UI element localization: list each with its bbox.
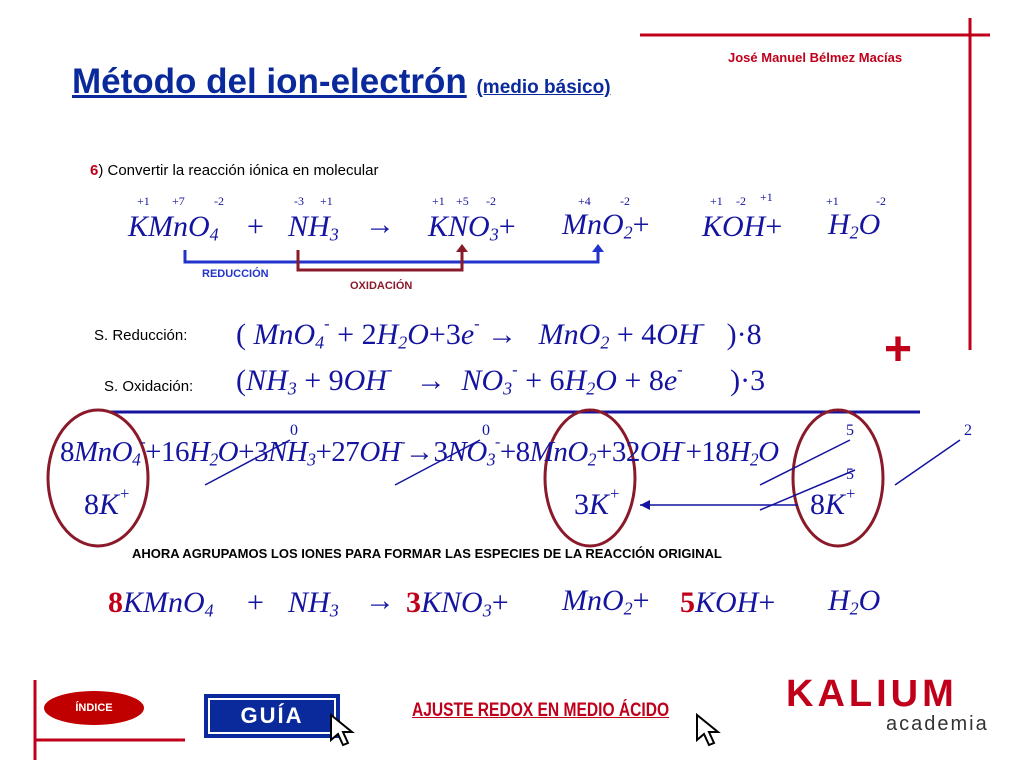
k-ion-3 bbox=[810, 484, 857, 522]
sub: 3 bbox=[482, 600, 492, 621]
sup: + bbox=[845, 484, 857, 504]
species-text: KOH bbox=[702, 210, 766, 243]
ox-num-10: -2 bbox=[620, 194, 630, 208]
page-title bbox=[72, 62, 611, 102]
term: K bbox=[589, 488, 610, 521]
ox-num-3: -2 bbox=[214, 194, 224, 208]
ox-num-5: +1 bbox=[320, 194, 333, 208]
species-koh bbox=[702, 210, 782, 244]
ox-num-2: +7 bbox=[172, 194, 185, 208]
coef: 8 bbox=[810, 488, 825, 521]
term: NH bbox=[288, 586, 330, 619]
sup: - bbox=[140, 433, 146, 451]
coef: +27 bbox=[315, 436, 360, 468]
sub: 3 bbox=[489, 224, 499, 245]
coef: 8 bbox=[84, 488, 99, 521]
sup: - bbox=[677, 360, 683, 380]
term: H bbox=[828, 584, 850, 617]
ox-num-13: +1 bbox=[760, 190, 773, 204]
step-heading bbox=[90, 162, 378, 179]
semi-oxidacion-label: S. Oxidación: bbox=[104, 378, 194, 395]
sum-plus-sign: + bbox=[884, 323, 913, 376]
global-ox-2: 2 bbox=[964, 422, 972, 439]
term: K bbox=[825, 488, 846, 521]
sub: 4 bbox=[132, 449, 141, 470]
equation-ionic bbox=[128, 210, 219, 244]
ox-num-11: +1 bbox=[710, 194, 723, 208]
plus: + bbox=[491, 586, 509, 619]
sup: - bbox=[680, 433, 686, 451]
term: MnO bbox=[562, 584, 624, 617]
title-subtitle: (medio básico) bbox=[476, 77, 611, 98]
species-text: NH bbox=[288, 210, 330, 243]
coef: +32 bbox=[596, 436, 640, 468]
coef: 3 bbox=[433, 436, 448, 468]
term: KNO bbox=[421, 586, 483, 619]
term: H bbox=[729, 436, 750, 468]
coef: 8 bbox=[60, 436, 74, 468]
sub: 2 bbox=[623, 598, 633, 619]
term: O bbox=[595, 364, 617, 397]
coef: +3 bbox=[428, 318, 461, 351]
arrow: → bbox=[405, 436, 434, 468]
term: OH bbox=[359, 436, 401, 468]
coef: + 9 bbox=[304, 364, 344, 397]
sub: 2 bbox=[398, 332, 408, 353]
plus-1: + bbox=[247, 210, 264, 243]
indice-button[interactable]: ÍNDICE bbox=[44, 691, 144, 725]
term: MnO bbox=[538, 318, 601, 351]
guia-button[interactable]: GUÍA bbox=[204, 694, 340, 738]
term: MnO bbox=[253, 318, 316, 351]
plus: + bbox=[632, 584, 650, 617]
k-ion-2 bbox=[574, 484, 621, 522]
sup: - bbox=[386, 360, 393, 380]
author-name: José Manuel Bélmez Macías bbox=[728, 50, 903, 65]
paren: ( bbox=[236, 318, 246, 351]
species-text: O bbox=[858, 208, 881, 241]
final-kmno4 bbox=[108, 586, 214, 620]
coef-highlight: 5 bbox=[680, 586, 695, 619]
sub: 3 bbox=[329, 224, 339, 245]
step-text: ) Convertir la reacción iónica en molecular bbox=[98, 162, 379, 179]
term: NH bbox=[246, 364, 288, 397]
coef: +18 bbox=[685, 436, 730, 468]
arrow: → bbox=[487, 318, 518, 351]
term: K bbox=[99, 488, 120, 521]
global-ox-0a: 0 bbox=[290, 422, 298, 439]
term: NO bbox=[461, 364, 504, 397]
sup: - bbox=[324, 314, 330, 334]
label-reduccion: REDUCCIÓN bbox=[202, 268, 269, 280]
term: NH bbox=[267, 436, 308, 468]
final-arrow: → bbox=[365, 584, 395, 617]
term: H bbox=[564, 364, 587, 397]
final-nh3 bbox=[288, 586, 339, 620]
term: e bbox=[460, 318, 475, 351]
species-text: KNO bbox=[428, 210, 490, 243]
final-kno3 bbox=[406, 586, 509, 620]
term: O bbox=[858, 584, 881, 617]
term: MnO bbox=[529, 436, 588, 468]
sup: - bbox=[474, 314, 480, 334]
sub: 2 bbox=[749, 449, 759, 470]
term: OH bbox=[656, 318, 700, 351]
arrow-1: → bbox=[365, 208, 395, 241]
sub: 4 bbox=[204, 600, 214, 621]
sub: 2 bbox=[849, 222, 859, 243]
species-nh3 bbox=[288, 210, 339, 244]
coef-highlight: 8 bbox=[108, 586, 123, 619]
term: OH bbox=[639, 436, 681, 468]
species-h2o bbox=[828, 208, 880, 242]
cursor-hand-icon-2 bbox=[694, 712, 724, 748]
sub: 2 bbox=[600, 332, 610, 353]
final-koh bbox=[680, 586, 775, 620]
sup: + bbox=[119, 484, 131, 504]
term: OH bbox=[343, 364, 387, 397]
global-ox-5b: 5 bbox=[846, 466, 854, 483]
sub: 3 bbox=[287, 378, 297, 399]
ox-num-4: -3 bbox=[294, 194, 304, 208]
term: NO bbox=[447, 436, 487, 468]
sub: 3 bbox=[307, 449, 316, 470]
brand-name: KALIUM bbox=[786, 673, 958, 715]
ox-num-12: -2 bbox=[736, 194, 746, 208]
sub: 2 bbox=[209, 449, 218, 470]
sup: - bbox=[699, 314, 706, 334]
brand-sub: academia bbox=[886, 713, 989, 735]
label-oxidacion: OXIDACIÓN bbox=[350, 280, 413, 292]
k-ion-1 bbox=[84, 484, 131, 522]
ox-num-6: +1 bbox=[432, 194, 445, 208]
ox-num-14: +1 bbox=[826, 194, 839, 208]
sup: - bbox=[512, 360, 518, 380]
ox-num-9: +4 bbox=[578, 194, 591, 208]
sup: + bbox=[609, 484, 621, 504]
species-kmno4: KMnO bbox=[128, 210, 210, 243]
global-ox-0b: 0 bbox=[482, 422, 490, 439]
final-mno2 bbox=[562, 584, 650, 618]
term: O bbox=[217, 436, 239, 468]
global-equation bbox=[60, 433, 779, 470]
ox-num-1: +1 bbox=[137, 194, 150, 208]
species-text: MnO bbox=[562, 208, 624, 241]
species-mno2 bbox=[562, 208, 650, 242]
coef: + 6 bbox=[525, 364, 565, 397]
global-ox-5a: 5 bbox=[846, 422, 854, 439]
coef: 3 bbox=[574, 488, 589, 521]
ox-num-8: -2 bbox=[486, 194, 496, 208]
coef: + 4 bbox=[616, 318, 657, 351]
sub: 3 bbox=[486, 449, 496, 470]
multiplier: )·3 bbox=[730, 364, 766, 397]
coef-highlight: 3 bbox=[406, 586, 421, 619]
term: H bbox=[376, 318, 399, 351]
title-text: Método del ion-electrón bbox=[72, 62, 467, 101]
sub: 4 bbox=[315, 332, 325, 353]
ajuste-acido-link[interactable]: AJUSTE REDOX EN MEDIO ÁCIDO bbox=[412, 700, 670, 721]
term: MnO bbox=[74, 436, 133, 468]
plus: + bbox=[498, 210, 516, 243]
term: O bbox=[758, 436, 779, 468]
final-h2o bbox=[828, 584, 880, 618]
sub: 4 bbox=[209, 224, 219, 245]
sub: 3 bbox=[503, 378, 513, 399]
instruction-text: AHORA AGRUPAMOS LOS IONES PARA FORMAR LAS ESPECIES DE LA REACCIÓN ORIGINAL bbox=[132, 546, 722, 561]
term: O bbox=[407, 318, 429, 351]
sub: 2 bbox=[623, 222, 633, 243]
semi-oxidacion-equation bbox=[236, 360, 766, 399]
coef: +3 bbox=[238, 436, 268, 468]
step-number: 6 bbox=[90, 162, 99, 179]
sub: 3 bbox=[329, 600, 339, 621]
term: KMnO bbox=[123, 586, 205, 619]
semi-reduccion-label: S. Reducción: bbox=[94, 327, 188, 344]
coef: + 8 bbox=[624, 364, 664, 397]
plus: + bbox=[765, 210, 783, 243]
cursor-hand-icon bbox=[328, 712, 358, 748]
paren: ( bbox=[236, 364, 246, 397]
coef: +16 bbox=[145, 436, 189, 468]
plus: + bbox=[632, 208, 650, 241]
sup: - bbox=[400, 433, 406, 451]
term: KOH bbox=[695, 586, 759, 619]
semi-reduccion-equation bbox=[236, 314, 762, 353]
sub: 2 bbox=[587, 449, 596, 470]
kalium-logo bbox=[786, 674, 996, 734]
sub: 2 bbox=[586, 378, 596, 399]
ox-num-7: +5 bbox=[456, 194, 469, 208]
species-text: H bbox=[828, 208, 850, 241]
ox-num-15: -2 bbox=[876, 194, 886, 208]
final-plus-1: + bbox=[247, 586, 264, 619]
coef: +8 bbox=[499, 436, 530, 468]
sub: 2 bbox=[849, 598, 859, 619]
term: H bbox=[188, 436, 210, 468]
species-kno3 bbox=[428, 210, 516, 244]
term: e bbox=[663, 364, 678, 397]
arrow: → bbox=[415, 364, 446, 397]
multiplier: )·8 bbox=[726, 318, 762, 351]
sup: - bbox=[495, 433, 500, 451]
coef: + 2 bbox=[337, 318, 377, 351]
plus: + bbox=[758, 586, 776, 619]
